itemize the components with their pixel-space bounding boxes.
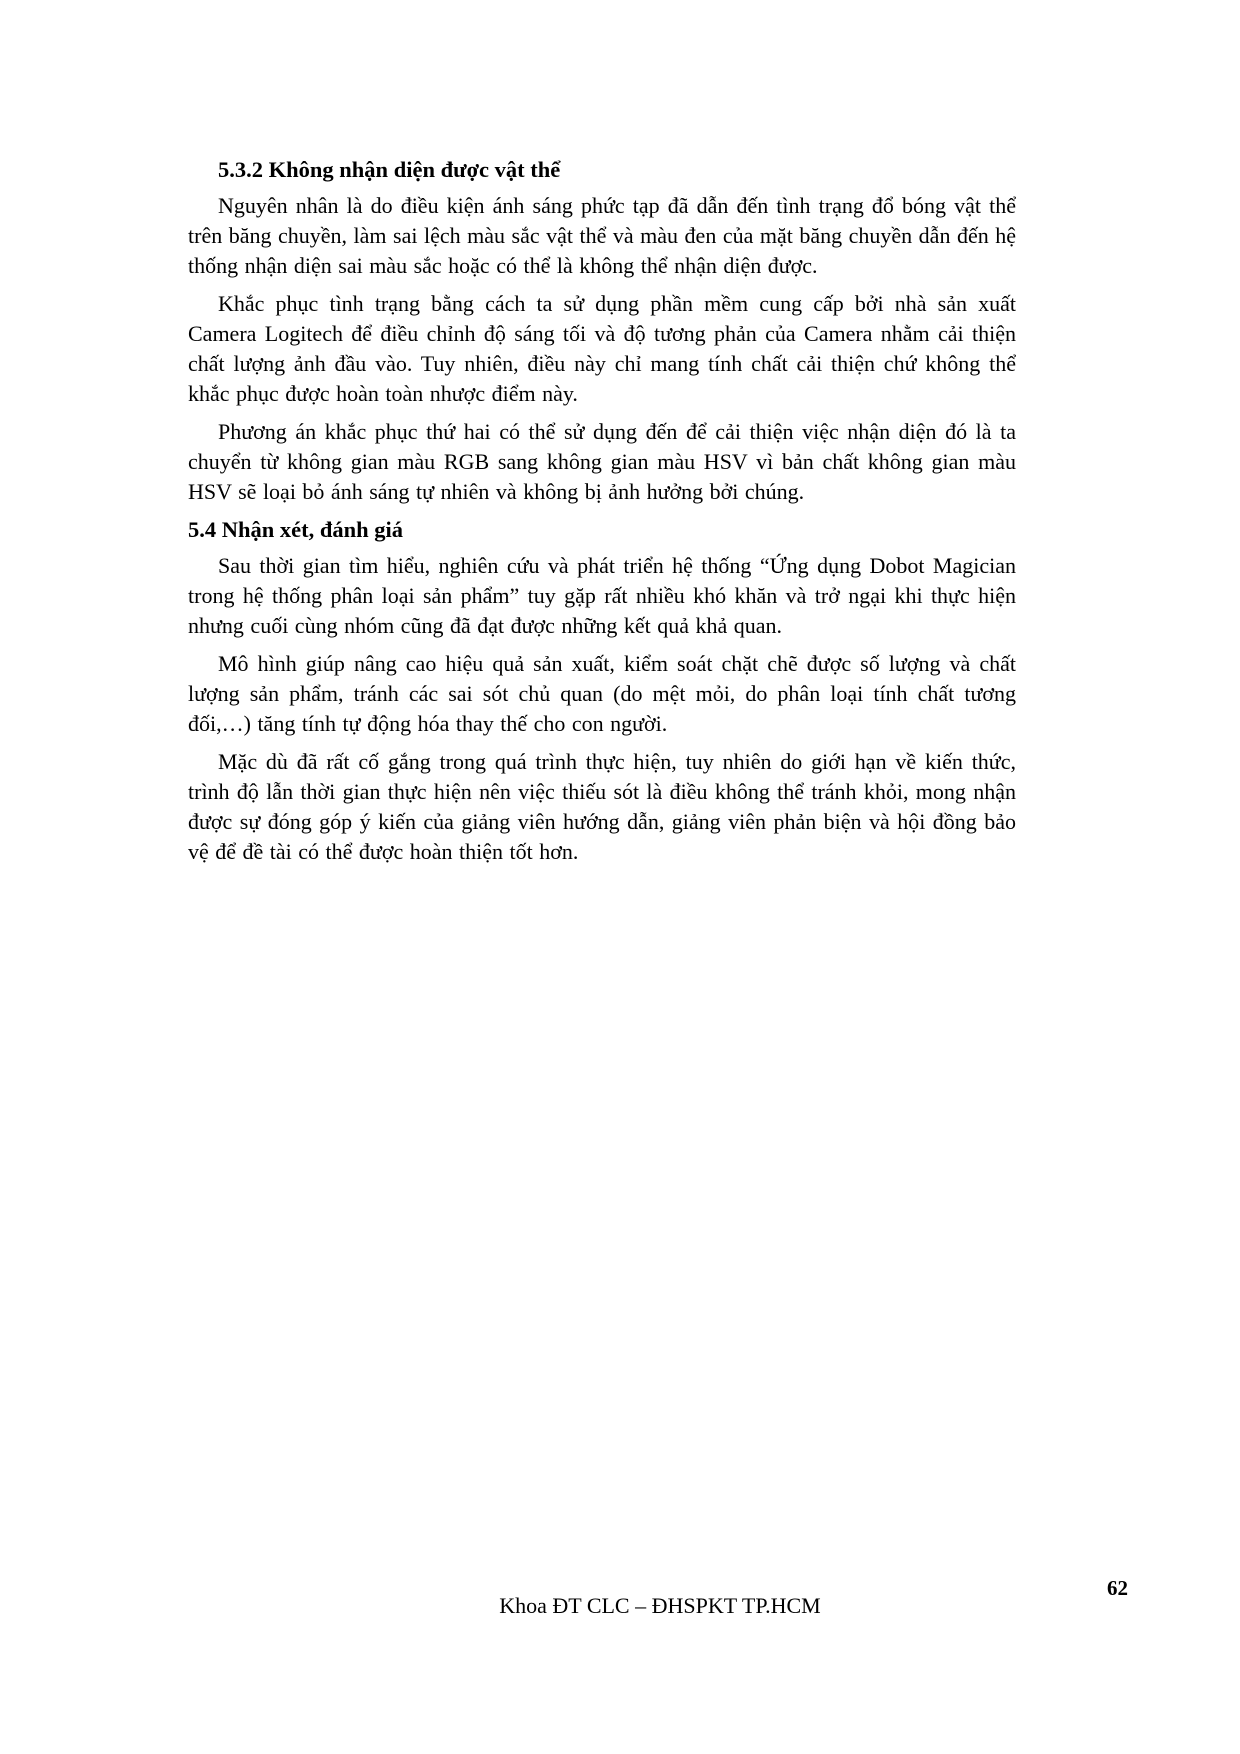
paragraph-fix-software: Khắc phục tình trạng bằng cách ta sử dụng phần mềm cung cấp bởi nhà sản xuất Camera Logitech để điều chỉnh độ sáng tối và độ tương phản của Camera nhằm cải thiện chất lượng ảnh đầu vào. Tuy nhiên, điều này chỉ mang tính chất cải thiện chứ không thể khắc phục được hoàn toàn nhược điểm này.	[188, 291, 1016, 406]
section-heading-5-3-2: 5.3.2 Không nhận diện được vật thể	[218, 157, 561, 182]
page-number: 62	[1107, 1576, 1128, 1600]
page-content	[188, 155, 1016, 875]
footer-label: Khoa ĐT CLC – ĐHSPKT TP.HCM	[499, 1593, 821, 1618]
paragraph-limitations: Mặc dù đã rất cố gắng trong quá trình thực hiện, tuy nhiên do giới hạn về kiến thức, trình độ lẫn thời gian thực hiện nên việc thiếu sót là điều không thể tránh khỏi, mong nhận được sự đóng góp ý kiến của giảng viên hướng dẫn, giảng viên phản biện và hội đồng bảo vệ để đề tài có thể được hoàn thiện tốt hơn.	[188, 749, 1016, 864]
paragraph-fix-hsv: Phương án khắc phục thứ hai có thể sử dụng đến để cải thiện việc nhận diện đó là ta chuyển từ không gian màu RGB sang không gian màu HSV vì bản chất không gian màu HSV sẽ loại bỏ ánh sáng tự nhiên và không bị ảnh hưởng bởi chúng.	[188, 419, 1016, 504]
paragraph-benefits: Mô hình giúp nâng cao hiệu quả sản xuất, kiểm soát chặt chẽ được số lượng và chất lượng sản phẩm, tránh các sai sót chủ quan (do mệt mỏi, do phân loại tính chất tương đối,…) tăng tính tự động hóa thay thế cho con người.	[188, 651, 1016, 736]
section-heading-5-4: 5.4 Nhận xét, đánh giá	[188, 517, 404, 542]
paragraph-summary: Sau thời gian tìm hiểu, nghiên cứu và phát triển hệ thống “Ứng dụng Dobot Magician trong hệ thống phân loại sản phẩm” tuy gặp rất nhiều khó khăn và trở ngại khi thực hiện nhưng cuối cùng nhóm cũng đã đạt được những kết quả khả quan.	[188, 553, 1016, 638]
paragraph-cause: Nguyên nhân là do điều kiện ánh sáng phức tạp đã dẫn đến tình trạng đổ bóng vật thể trên băng chuyền, làm sai lệch màu sắc vật thể và màu đen của mặt băng chuyền dẫn đến hệ thống nhận diện sai màu sắc hoặc có thể là không thể nhận diện được.	[188, 193, 1016, 278]
footer	[80, 1592, 1240, 1620]
